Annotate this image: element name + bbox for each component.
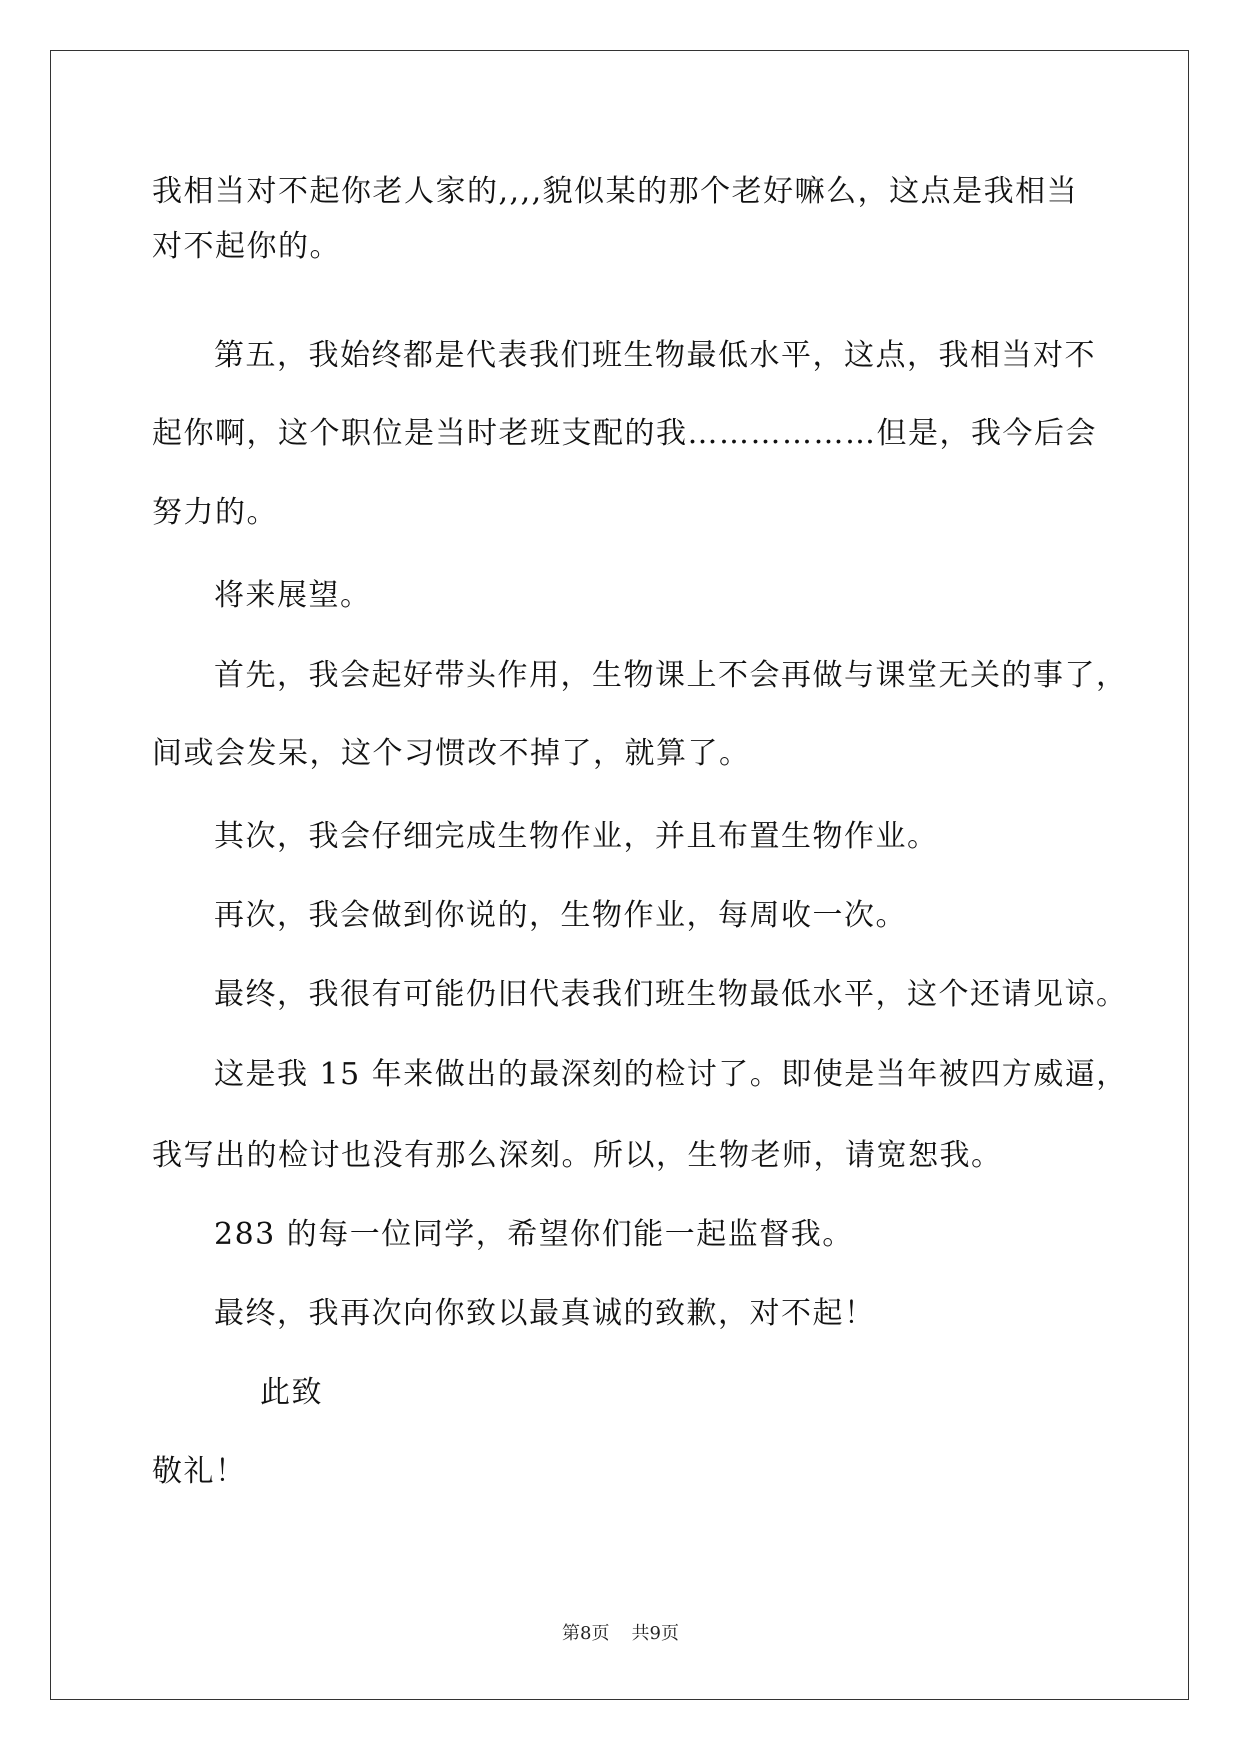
salutation: 敬礼！ [152, 1454, 247, 1489]
text-line: 最终，我再次向你致以最真诚的致歉，对不起！ [214, 1296, 876, 1331]
text-line: 最终，我很有可能仍旧代表我们班生物最低水平，这个还请见谅。 [214, 977, 1128, 1012]
page-footer [0, 1622, 1241, 1646]
page-total: 共9页 [631, 1623, 679, 1644]
text-line: 这是我 15 年来做出的最深刻的检讨了。即使是当年被四方威逼， [214, 1057, 1128, 1092]
text-line: 283 的每一位同学，希望你们能一起监督我。 [214, 1217, 854, 1252]
text-line: 我写出的检讨也没有那么深刻。所以，生物老师，请宽恕我。 [152, 1138, 1003, 1173]
page-number: 第8页 [562, 1623, 610, 1644]
text-line: 将来展望。 [214, 578, 372, 613]
text-line: 其次，我会仔细完成生物作业，并且布置生物作业。 [214, 819, 939, 854]
text-line: 首先，我会起好带头作用，生物课上不会再做与课堂无关的事了， [214, 658, 1128, 693]
text-line: 我相当对不起你老人家的,,,,貌似某的那个老好嘛么，这点是我相当 [152, 174, 1079, 209]
text-line: 再次，我会做到你说的，生物作业，每周收一次。 [214, 898, 907, 933]
closing-phrase: 此致 [260, 1375, 323, 1410]
text-line: 间或会发呆，这个习惯改不掉了，就算了。 [152, 736, 751, 771]
text-line: 起你啊，这个职位是当时老班支配的我………………但是，我今后会 [152, 416, 1097, 451]
text-line: 努力的。 [152, 495, 278, 530]
text-line: 第五，我始终都是代表我们班生物最低水平，这点，我相当对不 [214, 338, 1096, 373]
text-line: 对不起你的。 [152, 229, 341, 264]
